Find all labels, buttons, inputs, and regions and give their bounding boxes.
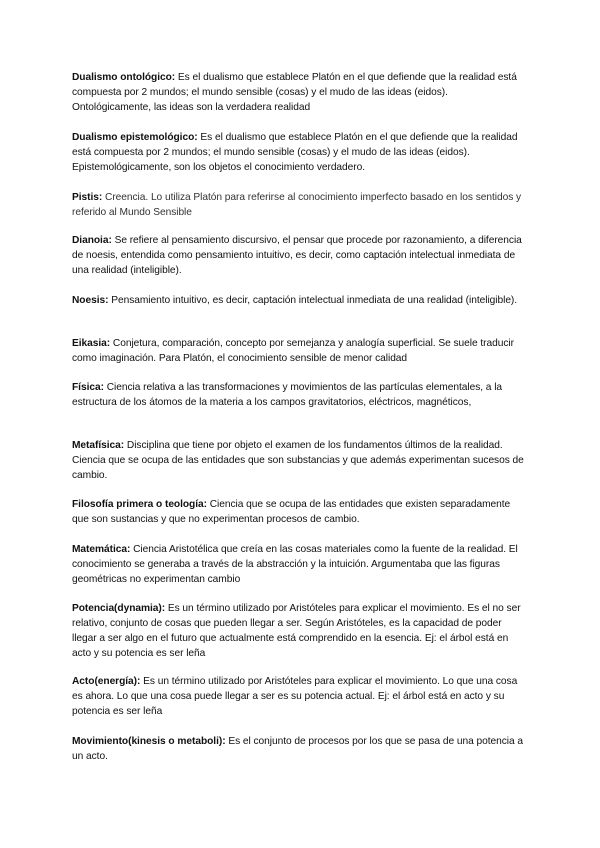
- entry-noesis: [72, 293, 528, 308]
- entry-dualismo-ontologico: [72, 70, 528, 115]
- entry-term: Acto(energía):: [72, 676, 141, 687]
- entry-term: Filosofía primera o teología:: [72, 499, 207, 510]
- entry-term: Movimiento(kinesis o metaboli):: [72, 736, 226, 747]
- entry-definition: Es un término utilizado por Aristóteles para explicar el movimiento. Es el no ser relativo, conjunto de cosas que pueden llegar a ser. Según Aristóteles, es la capacidad de poder llegar a ser algo en el futuro que actualmente está comprendido en la esencia. Ej: el árbol está en acto y su potencia es ser leña: [72, 603, 521, 659]
- entry-dianoia: [72, 233, 528, 278]
- entry-definition: Se refiere al pensamiento discursivo, el pensar que procede por razonamiento, a diferencia de noesis, entendida como pensamiento intuitivo, es decir, como captación intelectual inmediata de una realidad (inteligible).: [72, 235, 522, 276]
- entry-acto: [72, 674, 528, 719]
- entry-pistis: [72, 190, 528, 220]
- entry-definition: Ciencia que se ocupa de las entidades que existen separadamente que son sustancias y que no experimentan procesos de cambio.: [72, 499, 511, 525]
- entry-definition: Disciplina que tiene por objeto el examen de los fundamentos últimos de la realidad. Ciencia que se ocupa de las entidades que son substancias y que además experimentan sucesos de cambio.: [72, 440, 524, 481]
- entry-term: Potencia(dynamia):: [72, 603, 166, 614]
- entry-term: Dualismo ontológico:: [72, 72, 176, 83]
- entry-definition: Ciencia Aristotélica que creía en las cosas materiales como la fuente de la realidad. El conocimiento se generaba a través de la abstracción y la intuición. Argumentaba que las figuras geométricas no experimentan cambio: [72, 544, 518, 585]
- entry-term: Dianoia:: [72, 235, 112, 246]
- entry-definition: Es el dualismo que establece Platón en el que defiende que la realidad está compuesta por 2 mundos; el mundo sensible (cosas) y el mudo de las ideas (eidos). Ontológicamente, las ideas son la verdadera realidad: [72, 72, 517, 113]
- entry-term: Noesis:: [72, 295, 109, 306]
- entry-metafisica: [72, 438, 528, 483]
- entry-dualismo-epistemologico: [72, 130, 528, 175]
- entry-term: Metafísica:: [72, 440, 125, 451]
- entry-definition: Conjetura, comparación, concepto por semejanza y analogía superficial. Se suele traducir como imaginación. Para Platón, el conocimiento sensible de menor calidad: [72, 338, 514, 364]
- entry-term: Matemática:: [72, 544, 131, 555]
- entry-term: Pistis:: [72, 192, 103, 203]
- entry-potencia: [72, 601, 528, 661]
- entry-term: Dualismo epistemológico:: [72, 132, 198, 143]
- entry-definition: Es un término utilizado por Aristóteles para explicar el movimiento. Lo que una cosa es ahora. Lo que una cosa puede llegar a ser es su potencia actual. Ej: el árbol está en acto y su potencia es ser leña: [72, 676, 518, 717]
- entry-term: Eikasia:: [72, 338, 111, 349]
- entry-eikasia: [72, 336, 528, 366]
- entry-filosofia-primera: [72, 497, 528, 527]
- entry-definition: Creencia. Lo utiliza Platón para referirse al conocimiento imperfecto basado en los sentidos y referido al Mundo Sensible: [72, 192, 522, 218]
- entry-definition: Pensamiento intuitivo, es decir, captación intelectual inmediata de una realidad (inteligible).: [108, 295, 518, 306]
- entry-definition: Es el dualismo que establece Platón en el que defiende que la realidad está compuesta por 2 mundos; el mundo sensible (cosas) y el mudo de las ideas (eidos). Epistemológicamente, son los objetos el conocimiento verdadero.: [72, 132, 518, 173]
- entry-fisica: [72, 380, 528, 410]
- entry-definition: Es el conjunto de procesos por los que se pasa de una potencia a un acto.: [72, 736, 524, 762]
- entry-matematica: [72, 542, 528, 587]
- entry-term: Física:: [72, 382, 104, 393]
- entry-definition: Ciencia relativa a las transformaciones y movimientos de las partículas elementales, a la estructura de los átomos de la materia a los campos gravitatorios, eléctricos, magnéticos,: [72, 382, 503, 408]
- entry-movimiento: [72, 734, 528, 764]
